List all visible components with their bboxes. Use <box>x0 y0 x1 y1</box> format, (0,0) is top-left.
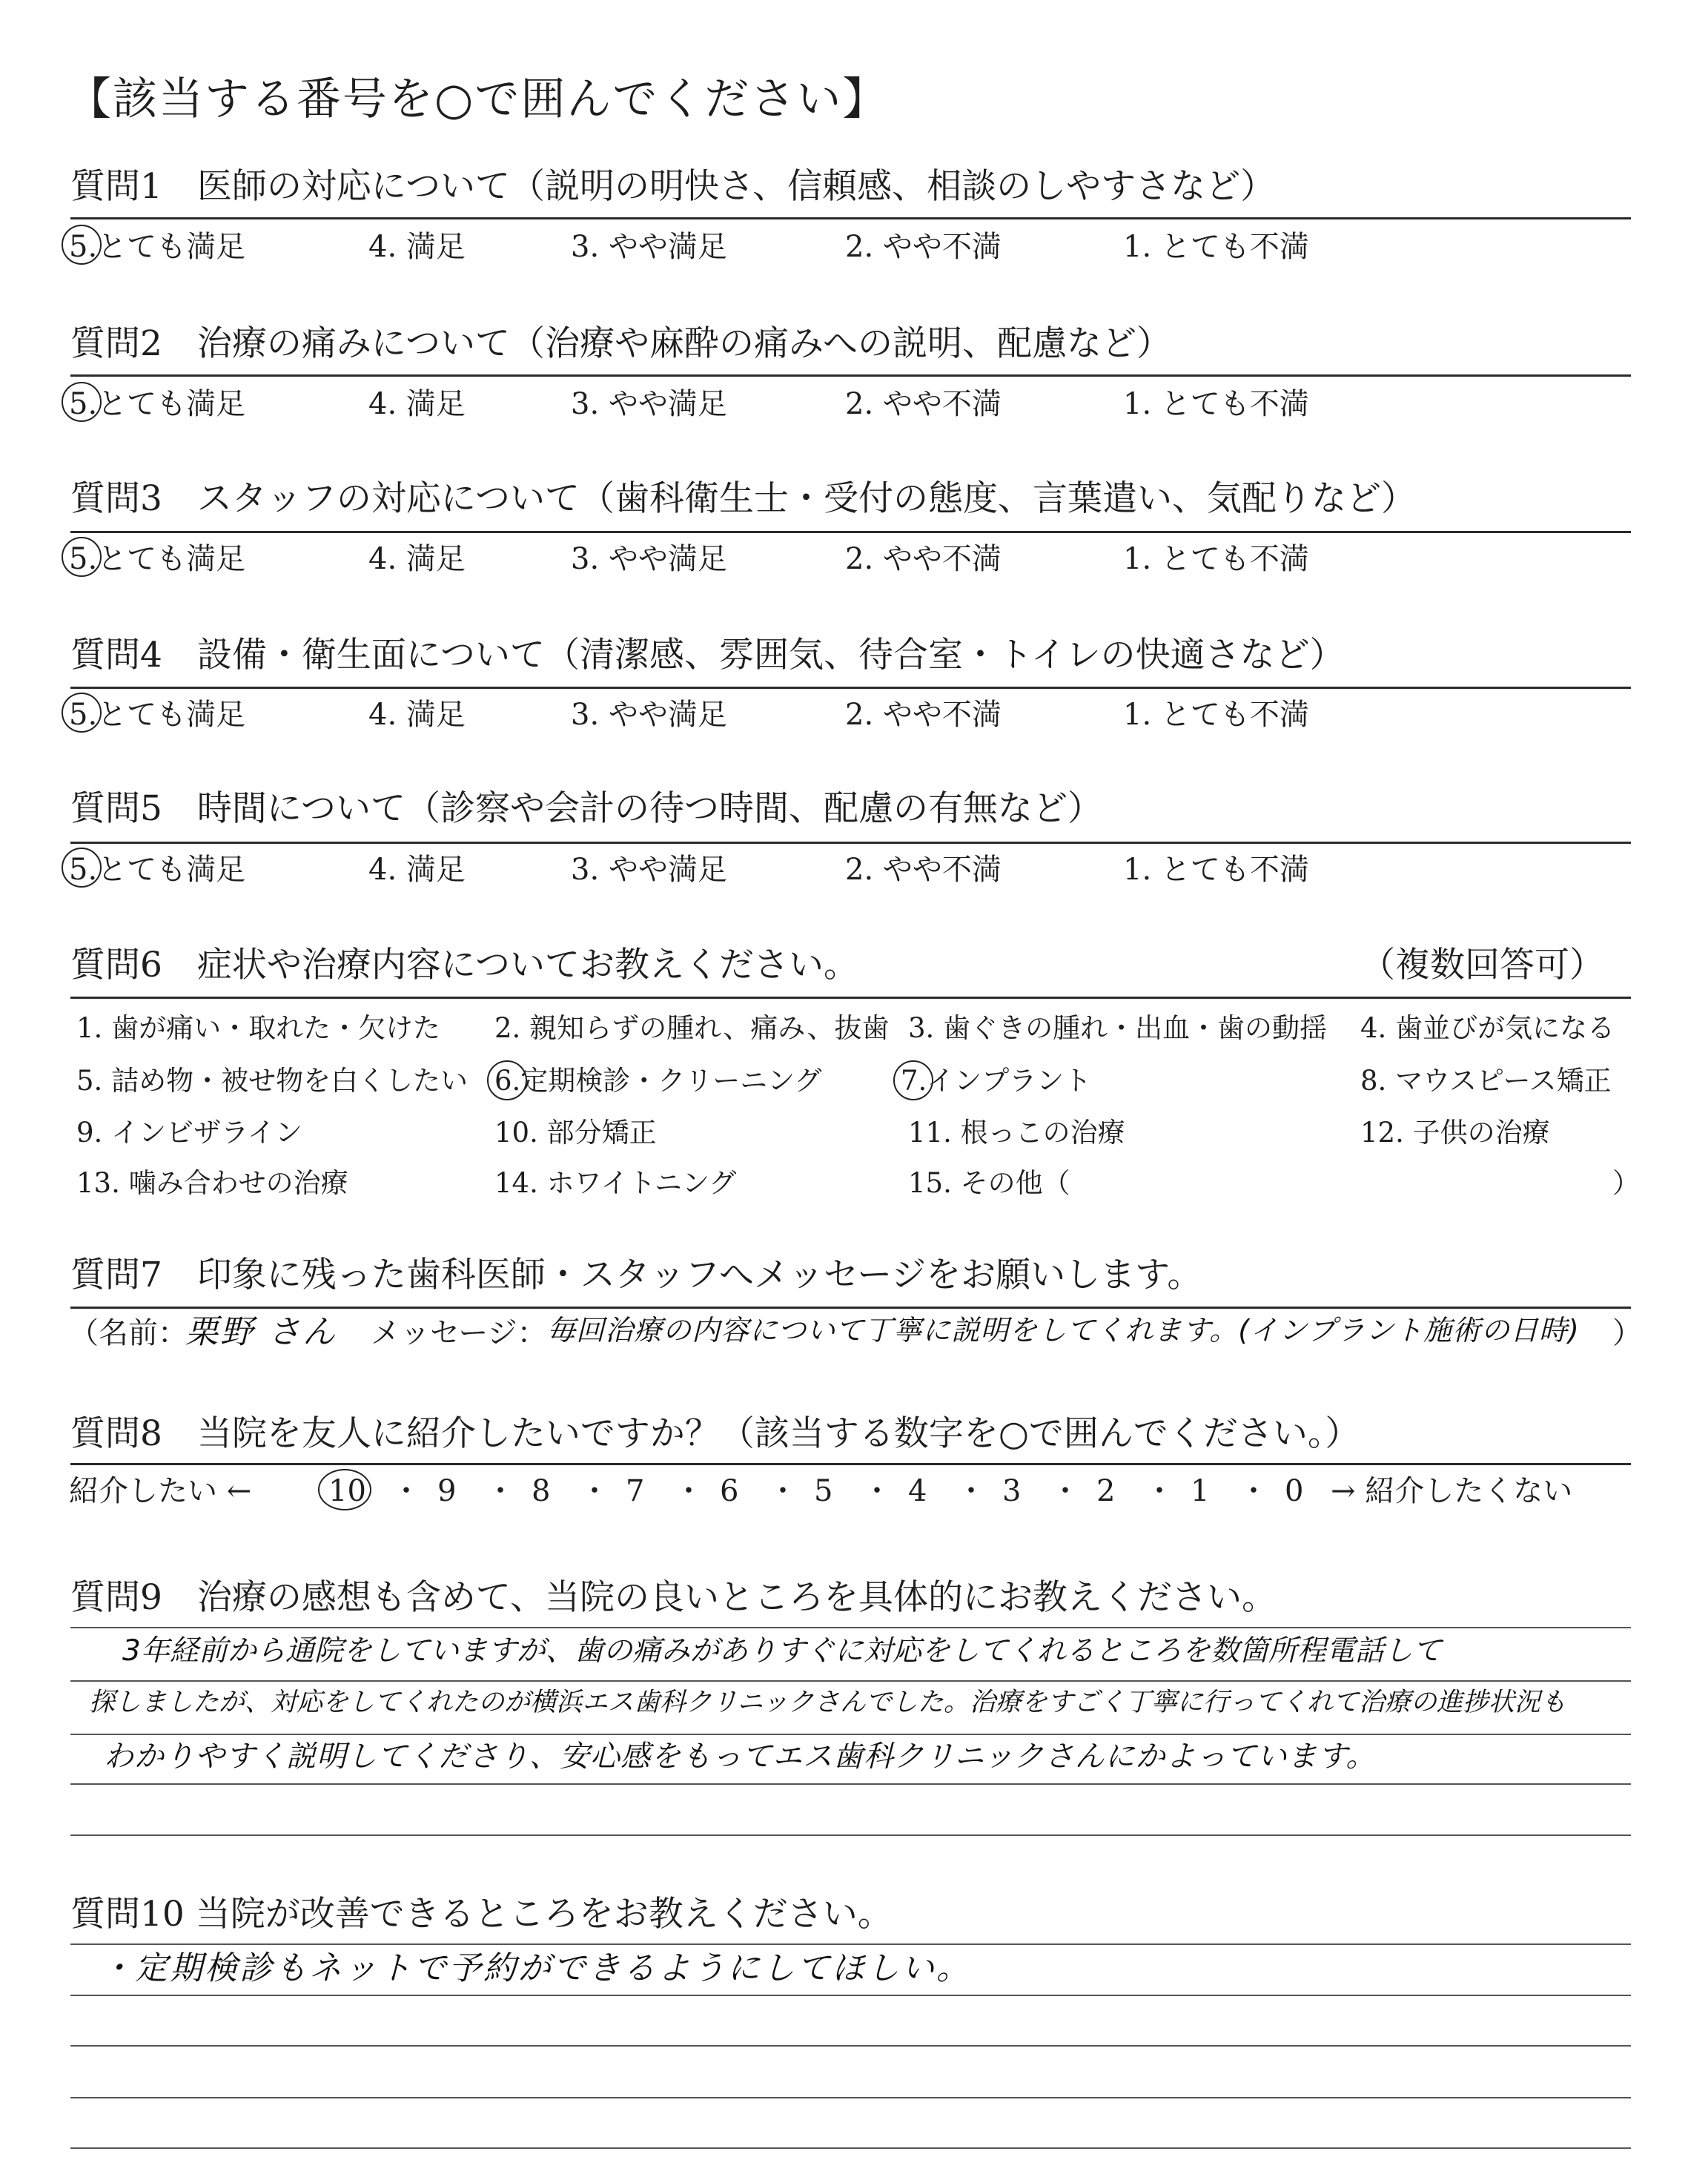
scale-separator: ・ <box>391 1474 421 1508</box>
writing-line <box>70 1834 1631 1836</box>
scale-option-1[interactable]: 1 <box>1191 1474 1210 1508</box>
rating-option-4[interactable]: 4. 満足 <box>368 853 466 887</box>
rating-option-4[interactable]: 4. 満足 <box>368 542 466 576</box>
scale-option-4[interactable]: 4 <box>908 1474 927 1508</box>
rating-option-5[interactable] <box>69 853 245 887</box>
question-title: 質問7 印象に残った歯科医師・スタッフへメッセージをお願いします。 <box>70 1255 1202 1295</box>
selected-circle: 5.とても満足 <box>69 698 246 732</box>
divider <box>70 374 1631 377</box>
scale-separator: ・ <box>768 1474 798 1508</box>
scale-separator: ・ <box>674 1474 704 1508</box>
rating-option-1[interactable]: 1. とても不満 <box>1123 542 1309 576</box>
selected-circle: 5.とても満足 <box>69 387 246 421</box>
selected-circle: 10 <box>328 1474 366 1508</box>
selected-circle: 6.定期検診・クリーニング <box>494 1065 822 1097</box>
question-title: 質問4 設備・衛生面について（清潔感、雰囲気、待合室・トイレの快適さなど） <box>70 635 1345 676</box>
question-title: 質問5 時間について（診察や会計の待つ時間、配慮の有無など） <box>70 788 1102 829</box>
selected-circle: 7.インプラント <box>901 1065 1092 1097</box>
rating-option-2[interactable]: 2. やや不満 <box>845 698 1002 732</box>
multiple-answers-note: （複数回答可） <box>1360 945 1604 985</box>
other-close-paren: ） <box>1612 1167 1640 1199</box>
question-title: 質問8 当院を友人に紹介したいですか？（該当する数字を○で囲んでください。） <box>70 1413 1360 1454</box>
rating-option-3[interactable]: 3. やや満足 <box>571 698 727 732</box>
rating-option-3[interactable]: 3. やや満足 <box>571 387 727 421</box>
divider <box>70 1627 1631 1628</box>
rating-option-3[interactable]: 3. やや満足 <box>571 542 727 576</box>
recommend-right-label: → 紹介したくない <box>1331 1474 1573 1508</box>
treatment-option-15[interactable]: 15. その他（ <box>908 1167 1070 1199</box>
rating-option-2[interactable]: 2. やや不満 <box>845 542 1002 576</box>
rating-option-3[interactable]: 3. やや満足 <box>571 853 727 887</box>
treatment-option-6[interactable] <box>494 1066 822 1097</box>
treatment-option-9[interactable]: 9. インビザライン <box>76 1117 302 1149</box>
writing-line <box>70 2045 1631 2047</box>
divider <box>70 842 1631 844</box>
page-header: 【該当する番号を○で囲んでください】 <box>67 73 889 125</box>
message-label: メッセージ： <box>371 1316 547 1350</box>
name-label: （名前： <box>69 1316 188 1350</box>
rating-option-4[interactable]: 4. 満足 <box>368 230 466 264</box>
scale-option-10[interactable] <box>328 1474 366 1508</box>
scale-separator: ・ <box>956 1474 986 1508</box>
divider <box>70 1463 1631 1465</box>
writing-line <box>70 2097 1631 2098</box>
treatment-option-13[interactable]: 13. 噛み合わせの治療 <box>76 1167 348 1199</box>
treatment-option-11[interactable]: 11. 根っこの治療 <box>908 1117 1125 1149</box>
scale-separator: ・ <box>1145 1474 1174 1508</box>
staff-message-field[interactable]: 毎回治療の内容について丁寧に説明をしてくれます。(インプラント施術の日時) <box>547 1314 1580 1347</box>
rating-option-5[interactable] <box>69 230 245 264</box>
scale-option-0[interactable]: 0 <box>1285 1474 1304 1508</box>
feedback-line-1[interactable]: 3年経前から通院をしていますが、歯の痛みがありすぐに対応をしてくれるところを数箇所程電話して <box>122 1634 1442 1668</box>
question-title: 質問2 治療の痛みについて（治療や麻酔の痛みへの説明、配慮など） <box>70 323 1172 364</box>
rating-option-5[interactable] <box>69 698 245 732</box>
divider <box>70 217 1631 219</box>
rating-option-1[interactable]: 1. とても不満 <box>1123 853 1309 887</box>
rating-option-4[interactable]: 4. 満足 <box>368 387 466 421</box>
writing-line <box>70 1995 1631 1996</box>
treatment-option-12[interactable]: 12. 子供の治療 <box>1360 1117 1550 1149</box>
message-close-paren: ） <box>1612 1316 1642 1350</box>
divider <box>70 531 1631 533</box>
writing-line <box>70 1783 1631 1785</box>
feedback-line-2[interactable]: 探しましたが、対応をしてくれたのが横浜エス歯科クリニックさんでした。治療をすごく丁寧に行ってくれて治療の進捗状況も <box>89 1688 1566 1717</box>
question-title: 質問10 当院が改善できるところをお教えください。 <box>70 1894 893 1935</box>
selected-circle: 5.とても満足 <box>69 542 246 576</box>
rating-option-2[interactable]: 2. やや不満 <box>845 230 1002 264</box>
scale-separator: ・ <box>1239 1474 1268 1508</box>
treatment-option-8[interactable]: 8. マウスピース矯正 <box>1360 1065 1612 1097</box>
treatment-option-10[interactable]: 10. 部分矯正 <box>494 1117 657 1149</box>
question-title: 質問3 スタッフの対応について（歯科衛生士・受付の態度、言葉遣い、気配りなど） <box>70 478 1416 519</box>
treatment-option-4[interactable]: 4. 歯並びが気になる <box>1360 1012 1615 1044</box>
writing-line <box>70 2147 1631 2149</box>
scale-option-2[interactable]: 2 <box>1096 1474 1116 1508</box>
divider <box>70 1307 1631 1309</box>
scale-option-5[interactable]: 5 <box>814 1474 833 1508</box>
divider <box>70 997 1631 999</box>
rating-option-1[interactable]: 1. とても不満 <box>1123 387 1309 421</box>
treatment-option-14[interactable]: 14. ホワイトニング <box>494 1167 737 1199</box>
question-title: 質問1 医師の対応について（説明の明快さ、信頼感、相談のしやすさなど） <box>70 166 1276 207</box>
scale-option-9[interactable]: 9 <box>437 1474 457 1508</box>
question-title: 質問6 症状や治療内容についてお教えください。 <box>70 945 858 985</box>
treatment-option-3[interactable]: 3. 歯ぐきの腫れ・出血・歯の動揺 <box>908 1012 1328 1044</box>
divider <box>70 1943 1631 1945</box>
improvement-line-1[interactable]: ・定期検診もネットで予約ができるようにしてほしい。 <box>100 1949 971 1987</box>
rating-option-2[interactable]: 2. やや不満 <box>845 387 1002 421</box>
writing-line <box>70 1734 1631 1735</box>
divider <box>70 687 1631 689</box>
rating-option-2[interactable]: 2. やや不満 <box>845 853 1002 887</box>
scale-separator: ・ <box>486 1474 515 1508</box>
scale-option-6[interactable]: 6 <box>720 1474 739 1508</box>
feedback-line-3[interactable]: わかりやすく説明してくださり、安心感をもってエス歯科クリニックさんにかよっています。 <box>104 1740 1377 1774</box>
scale-option-8[interactable]: 8 <box>532 1474 551 1508</box>
treatment-option-5[interactable]: 5. 詰め物・被せ物を白くしたい <box>76 1065 469 1097</box>
scale-option-7[interactable]: 7 <box>626 1474 645 1508</box>
rating-option-5[interactable] <box>69 387 245 421</box>
rating-option-3[interactable]: 3. やや満足 <box>571 230 727 264</box>
scale-separator: ・ <box>580 1474 609 1508</box>
rating-option-1[interactable]: 1. とても不満 <box>1123 230 1309 264</box>
treatment-option-2[interactable]: 2. 親知らずの腫れ、痛み、抜歯 <box>494 1012 890 1044</box>
recommend-left-label: 紹介したい ← <box>69 1474 252 1508</box>
rating-option-5[interactable] <box>69 542 245 576</box>
rating-option-4[interactable]: 4. 満足 <box>368 698 466 732</box>
selected-circle: 5.とても満足 <box>69 230 246 264</box>
rating-option-1[interactable]: 1. とても不満 <box>1123 698 1309 732</box>
question-title: 質問9 治療の感想も含めて、当院の良いところを具体的にお教えください。 <box>70 1577 1277 1618</box>
treatment-option-7[interactable] <box>901 1066 1091 1097</box>
treatment-option-1[interactable]: 1. 歯が痛い・取れた・欠けた <box>76 1012 441 1044</box>
scale-separator: ・ <box>862 1474 892 1508</box>
writing-line <box>70 1680 1631 1682</box>
scale-option-3[interactable]: 3 <box>1002 1474 1022 1508</box>
staff-name-field[interactable]: 栗野 さん <box>185 1313 337 1351</box>
scale-separator: ・ <box>1050 1474 1080 1508</box>
selected-circle: 5.とても満足 <box>69 853 246 887</box>
